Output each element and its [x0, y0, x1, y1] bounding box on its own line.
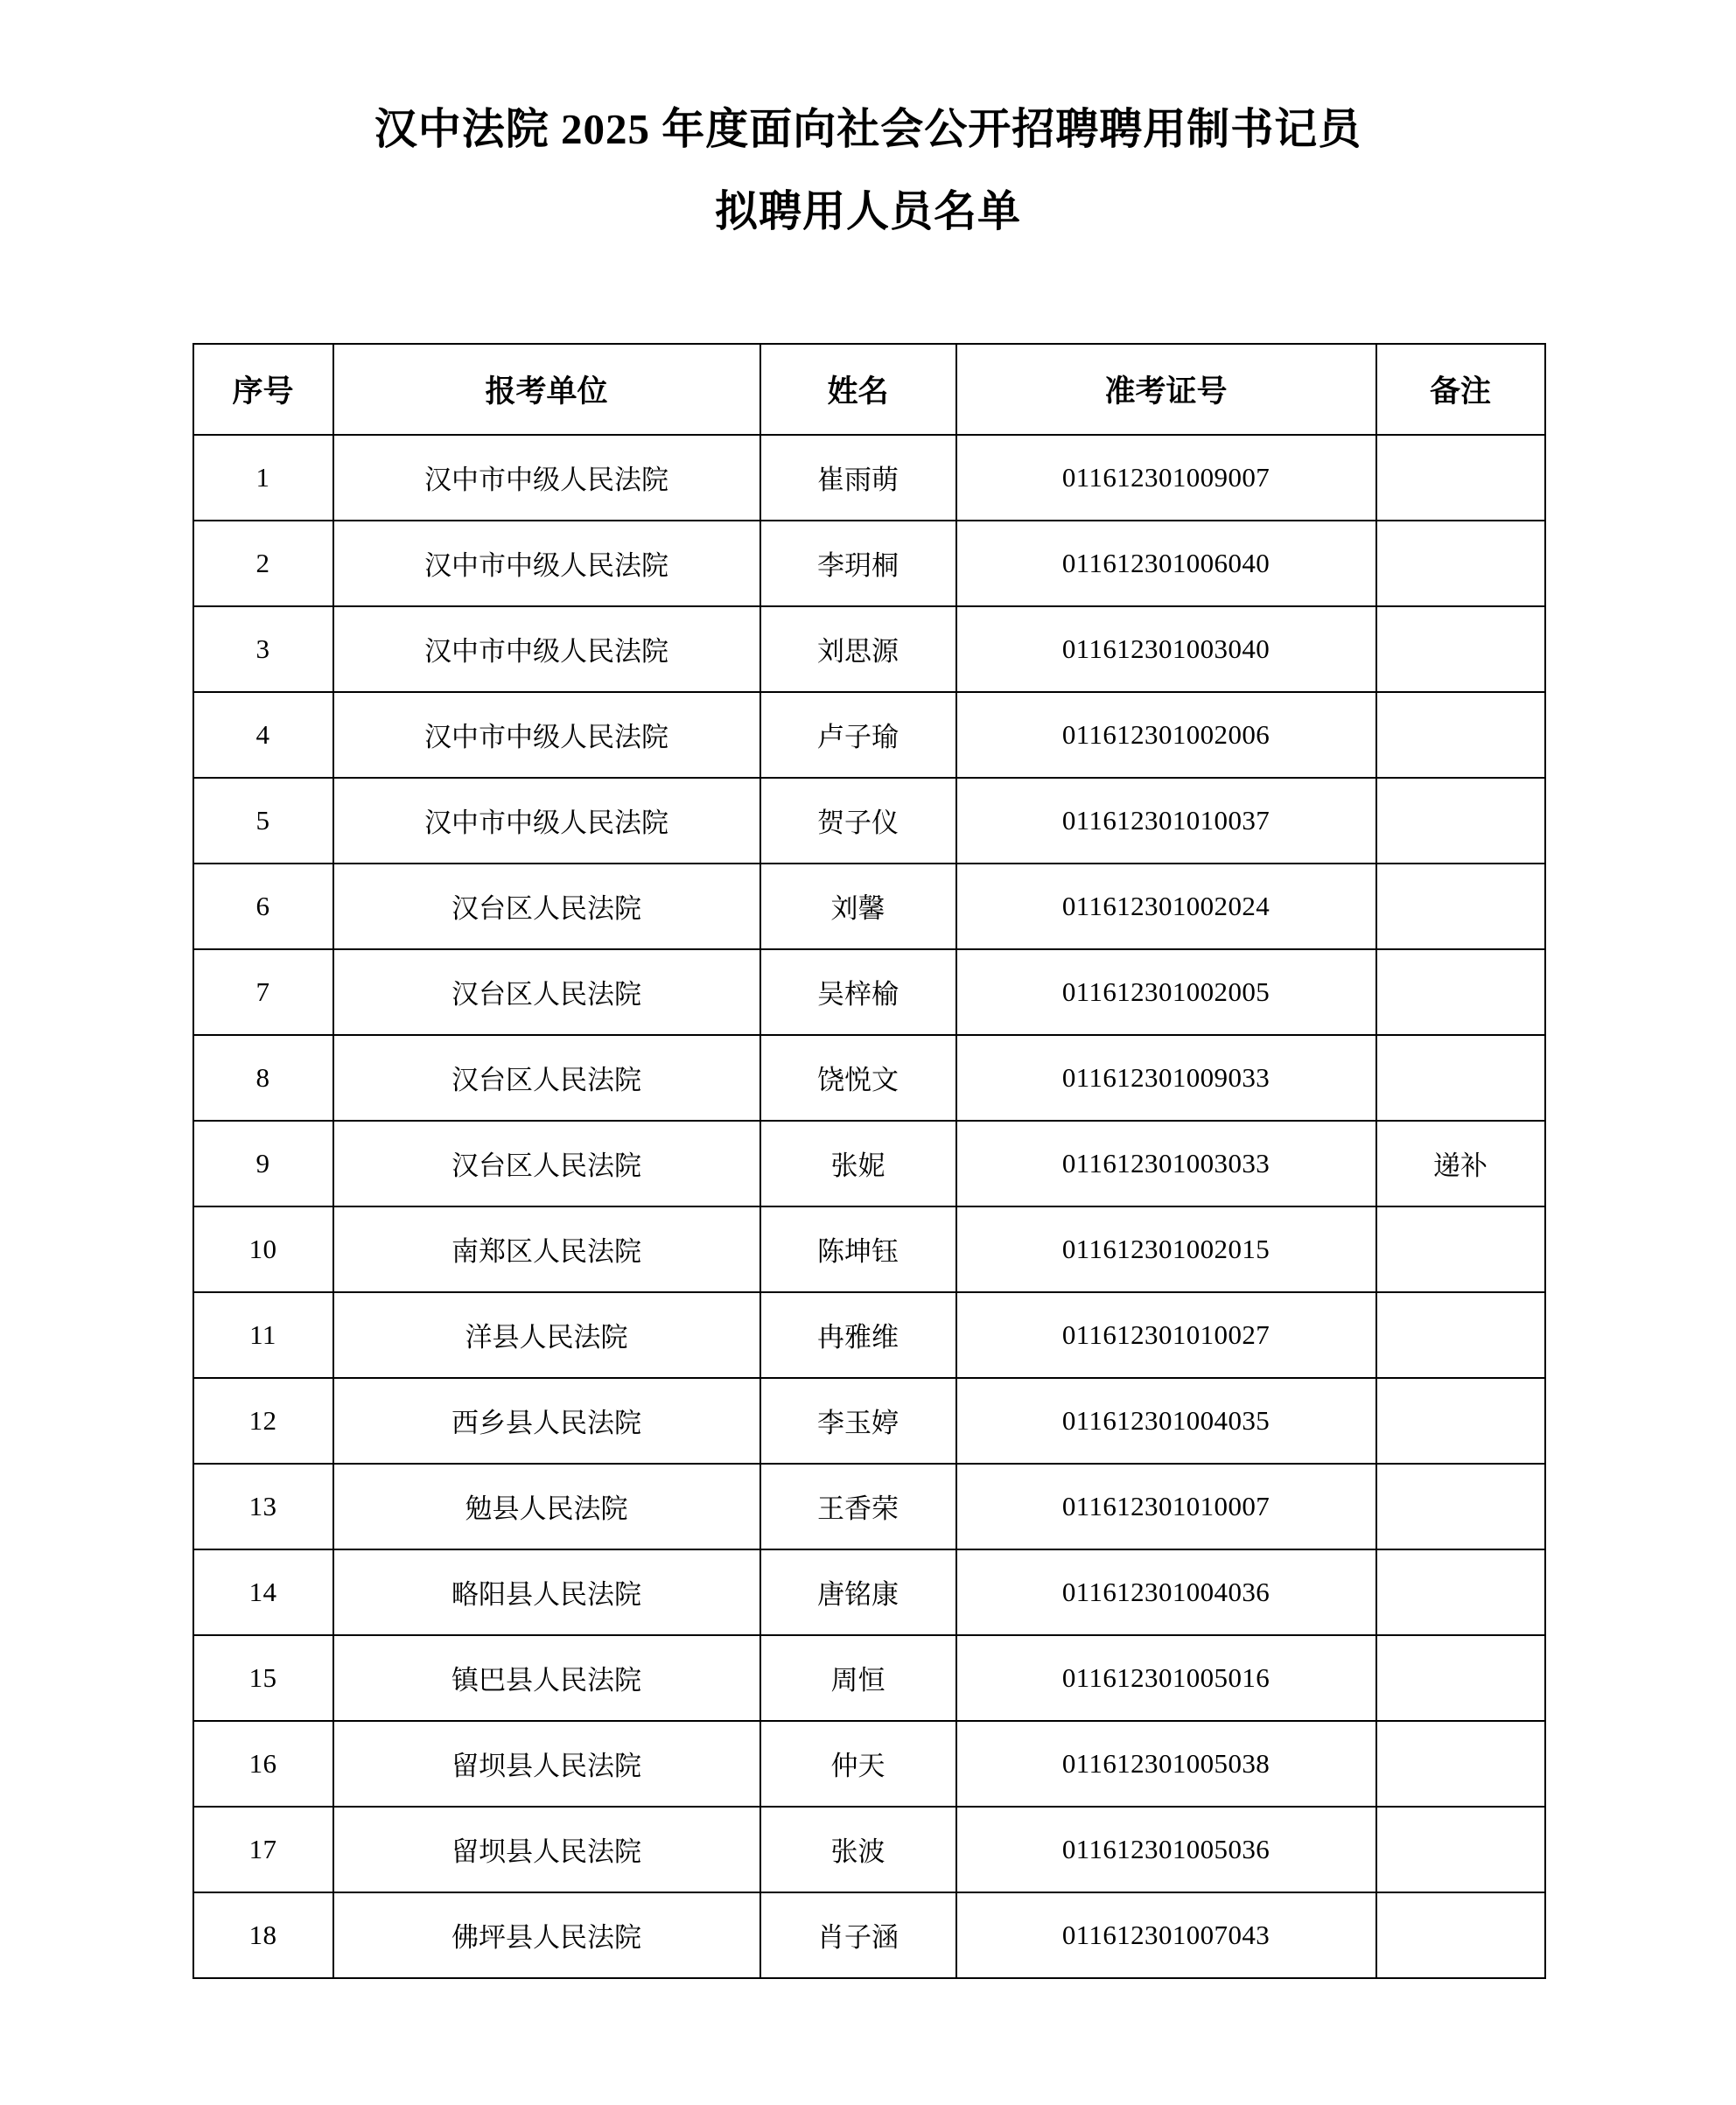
page-title-line-1: 汉中法院 2025 年度面向社会公开招聘聘用制书记员 [374, 105, 1362, 153]
cell-note [1376, 949, 1545, 1035]
cell-name: 张妮 [760, 1121, 956, 1206]
cell-note [1376, 1549, 1545, 1635]
cell-name: 吴梓榆 [760, 949, 956, 1035]
cell-unit: 略阳县人民法院 [333, 1549, 760, 1635]
cell-unit: 南郑区人民法院 [333, 1206, 760, 1292]
cell-ticket: 011612301010037 [956, 778, 1376, 864]
cell-unit: 汉台区人民法院 [333, 864, 760, 949]
cell-name: 仲天 [760, 1721, 956, 1807]
cell-index: 4 [193, 692, 333, 778]
cell-name: 陈坤钰 [760, 1206, 956, 1292]
cell-name: 饶悦文 [760, 1035, 956, 1121]
cell-ticket: 011612301005016 [956, 1635, 1376, 1721]
cell-name: 张波 [760, 1807, 956, 1892]
cell-index: 16 [193, 1721, 333, 1807]
cell-unit: 勉县人民法院 [333, 1464, 760, 1549]
cell-ticket: 011612301009033 [956, 1035, 1376, 1121]
cell-index: 7 [193, 949, 333, 1035]
cell-unit: 汉中市中级人民法院 [333, 606, 760, 692]
cell-name: 崔雨萌 [760, 435, 956, 521]
cell-index: 3 [193, 606, 333, 692]
cell-name: 李玉婷 [760, 1378, 956, 1464]
page-title-line-2: 拟聘用人员名单 [714, 186, 1021, 235]
cell-note [1376, 1378, 1545, 1464]
cell-unit: 汉台区人民法院 [333, 1035, 760, 1121]
cell-unit: 镇巴县人民法院 [333, 1635, 760, 1721]
page-title [290, 96, 1446, 245]
cell-ticket: 011612301007043 [956, 1892, 1376, 1978]
cell-ticket: 011612301002015 [956, 1206, 1376, 1292]
table-row [193, 435, 1545, 521]
table-body [193, 435, 1545, 1978]
cell-unit: 汉中市中级人民法院 [333, 521, 760, 606]
cell-index: 9 [193, 1121, 333, 1206]
roster-table-container [192, 343, 1544, 1979]
cell-index: 18 [193, 1892, 333, 1978]
table-row [193, 778, 1545, 864]
cell-name: 刘馨 [760, 864, 956, 949]
cell-ticket: 011612301010007 [956, 1464, 1376, 1549]
table-row [193, 1549, 1545, 1635]
cell-note [1376, 864, 1545, 949]
cell-note [1376, 1892, 1545, 1978]
cell-unit: 汉台区人民法院 [333, 949, 760, 1035]
cell-name: 李玥桐 [760, 521, 956, 606]
cell-name: 卢子瑜 [760, 692, 956, 778]
cell-index: 6 [193, 864, 333, 949]
cell-index: 5 [193, 778, 333, 864]
table-row [193, 864, 1545, 949]
cell-ticket: 011612301002006 [956, 692, 1376, 778]
cell-index: 14 [193, 1549, 333, 1635]
cell-ticket: 011612301009007 [956, 435, 1376, 521]
table-row [193, 1035, 1545, 1121]
cell-ticket: 011612301002024 [956, 864, 1376, 949]
cell-index: 1 [193, 435, 333, 521]
table-row [193, 1635, 1545, 1721]
cell-note [1376, 1721, 1545, 1807]
table-row [193, 1121, 1545, 1206]
cell-name: 周恒 [760, 1635, 956, 1721]
cell-index: 2 [193, 521, 333, 606]
table-header-row [193, 344, 1545, 435]
table-row [193, 1892, 1545, 1978]
table-row [193, 606, 1545, 692]
table-row [193, 949, 1545, 1035]
cell-ticket: 011612301003040 [956, 606, 1376, 692]
cell-unit: 汉台区人民法院 [333, 1121, 760, 1206]
table-row [193, 1721, 1545, 1807]
cell-unit: 佛坪县人民法院 [333, 1892, 760, 1978]
roster-table [192, 343, 1546, 1979]
table-row [193, 1292, 1545, 1378]
cell-name: 刘思源 [760, 606, 956, 692]
cell-name: 王香荣 [760, 1464, 956, 1549]
cell-unit: 洋县人民法院 [333, 1292, 760, 1378]
column-header-ticket: 准考证号 [956, 344, 1376, 435]
cell-ticket: 011612301005036 [956, 1807, 1376, 1892]
cell-index: 10 [193, 1206, 333, 1292]
cell-note [1376, 1292, 1545, 1378]
cell-index: 15 [193, 1635, 333, 1721]
cell-note [1376, 1206, 1545, 1292]
column-header-index: 序号 [193, 344, 333, 435]
cell-note [1376, 692, 1545, 778]
cell-note [1376, 1635, 1545, 1721]
cell-ticket: 011612301002005 [956, 949, 1376, 1035]
cell-unit: 留坝县人民法院 [333, 1807, 760, 1892]
cell-name: 冉雅维 [760, 1292, 956, 1378]
column-header-unit: 报考单位 [333, 344, 760, 435]
table-row [193, 1464, 1545, 1549]
cell-note [1376, 606, 1545, 692]
table-row [193, 1807, 1545, 1892]
cell-unit: 西乡县人民法院 [333, 1378, 760, 1464]
cell-unit: 汉中市中级人民法院 [333, 778, 760, 864]
cell-note [1376, 521, 1545, 606]
cell-name: 贺子仪 [760, 778, 956, 864]
table-row [193, 521, 1545, 606]
cell-note [1376, 778, 1545, 864]
cell-index: 12 [193, 1378, 333, 1464]
cell-note: 递补 [1376, 1121, 1545, 1206]
table-row [193, 1378, 1545, 1464]
cell-ticket: 011612301004035 [956, 1378, 1376, 1464]
cell-index: 13 [193, 1464, 333, 1549]
cell-ticket: 011612301003033 [956, 1121, 1376, 1206]
table-row [193, 1206, 1545, 1292]
table-row [193, 692, 1545, 778]
cell-index: 8 [193, 1035, 333, 1121]
cell-ticket: 011612301004036 [956, 1549, 1376, 1635]
cell-ticket: 011612301010027 [956, 1292, 1376, 1378]
cell-note [1376, 1807, 1545, 1892]
column-header-name: 姓名 [760, 344, 956, 435]
cell-note [1376, 1464, 1545, 1549]
table-header [193, 344, 1545, 435]
cell-unit: 留坝县人民法院 [333, 1721, 760, 1807]
cell-note [1376, 435, 1545, 521]
cell-index: 11 [193, 1292, 333, 1378]
cell-unit: 汉中市中级人民法院 [333, 435, 760, 521]
cell-ticket: 011612301006040 [956, 521, 1376, 606]
column-header-note: 备注 [1376, 344, 1545, 435]
cell-name: 唐铭康 [760, 1549, 956, 1635]
cell-index: 17 [193, 1807, 333, 1892]
cell-ticket: 011612301005038 [956, 1721, 1376, 1807]
cell-unit: 汉中市中级人民法院 [333, 692, 760, 778]
cell-note [1376, 1035, 1545, 1121]
cell-name: 肖子涵 [760, 1892, 956, 1978]
